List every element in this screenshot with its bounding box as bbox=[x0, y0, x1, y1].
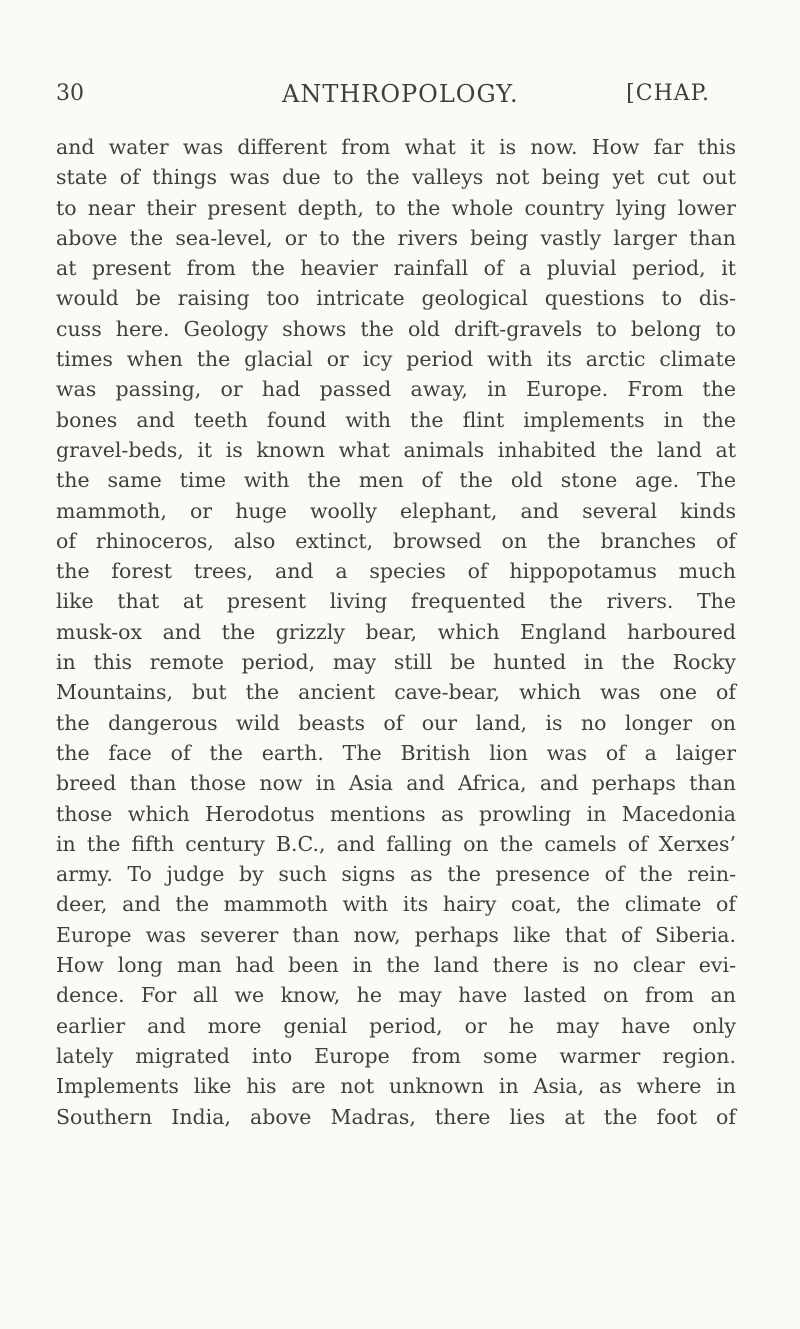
text-line: state of things was due to the valleys not being yet cut out bbox=[56, 165, 736, 190]
text-line: How long man had been in the land there is no clear evi- bbox=[56, 953, 736, 978]
text-line: times when the glacial or icy period with its arctic climate bbox=[56, 347, 736, 372]
running-header bbox=[56, 78, 710, 110]
text-line: in the fifth century B.C., and falling on the camels of Xerxes’ bbox=[56, 831, 736, 856]
text-line: bones and teeth found with the flint implements in the bbox=[56, 407, 736, 432]
running-title: ANTHROPOLOGY. bbox=[282, 80, 519, 108]
text-line: Mountains, but the ancient cave-bear, which was one of bbox=[56, 680, 736, 705]
text-line: the forest trees, and a species of hippopotamus much bbox=[56, 559, 736, 584]
text-line: to near their present depth, to the whole country lying lower bbox=[56, 195, 736, 220]
text-line: earlier and more genial period, or he may have only bbox=[56, 1013, 736, 1038]
text-line: the face of the earth. The British lion was of a laiger bbox=[56, 740, 736, 765]
page-number: 30 bbox=[56, 81, 84, 106]
text-line: Southern India, above Madras, there lies at the foot of bbox=[56, 1104, 736, 1129]
text-line: army. To judge by such signs as the presence of the rein- bbox=[56, 862, 736, 887]
text-line: in this remote period, may still be hunted in the Rocky bbox=[56, 650, 736, 675]
text-line: Europe was severer than now, perhaps like that of Siberia. bbox=[56, 922, 736, 947]
text-line: mammoth, or huge woolly elephant, and several kinds bbox=[56, 498, 736, 523]
body-text bbox=[56, 132, 736, 1132]
text-line: the dangerous wild beasts of our land, is no longer on bbox=[56, 710, 736, 735]
text-line: dence. For all we know, he may have lasted on from an bbox=[56, 983, 736, 1008]
text-line: deer, and the mammoth with its hairy coat, the climate of bbox=[56, 892, 736, 917]
text-line: would be raising too intricate geological questions to dis- bbox=[56, 286, 736, 311]
text-line: musk-ox and the grizzly bear, which England harboured bbox=[56, 619, 736, 644]
text-line: and water was different from what it is now. How far this bbox=[56, 135, 736, 159]
text-line: Implements like his are not unknown in Asia, as where in bbox=[56, 1074, 736, 1099]
text-line: gravel-beds, it is known what animals inhabited the land at bbox=[56, 437, 736, 462]
chapter-mark: [CHAP. bbox=[626, 81, 710, 106]
text-line: above the sea-level, or to the rivers being vastly larger than bbox=[56, 225, 736, 250]
text-line: was passing, or had passed away, in Europe. From the bbox=[56, 377, 736, 402]
text-line: the same time with the men of the old stone age. The bbox=[56, 468, 736, 493]
text-line: breed than those now in Asia and Africa, and perhaps than bbox=[56, 771, 736, 796]
text-line: lately migrated into Europe from some warmer region. bbox=[56, 1043, 736, 1068]
text-line: at present from the heavier rainfall of a pluvial period, it bbox=[56, 256, 736, 281]
text-line: those which Herodotus mentions as prowling in Macedonia bbox=[56, 801, 736, 826]
text-line: cuss here. Geology shows the old drift-gravels to belong to bbox=[56, 316, 736, 341]
text-line: like that at present living frequented the rivers. The bbox=[56, 589, 736, 614]
text-line: of rhinoceros, also extinct, browsed on the branches of bbox=[56, 528, 736, 553]
